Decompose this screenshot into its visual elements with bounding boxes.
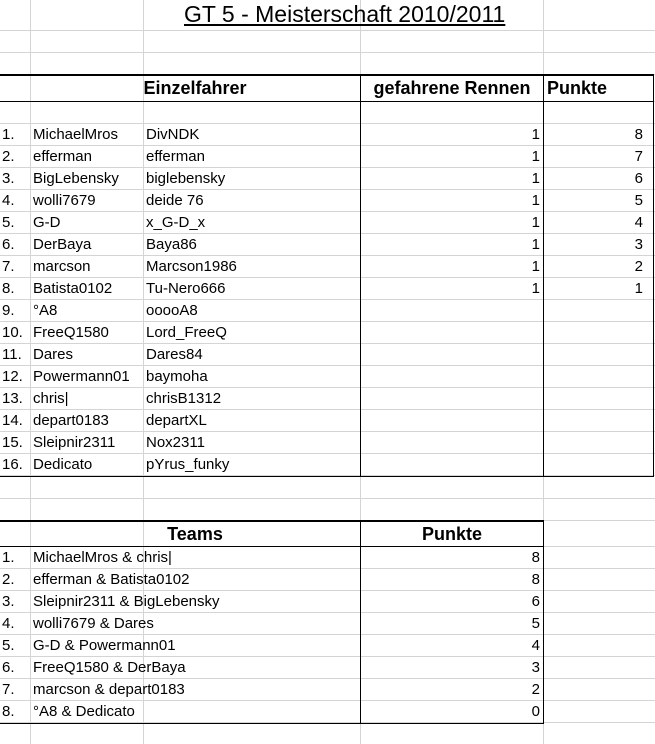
table-row	[0, 190, 654, 212]
driver-name-cell: wolli7679	[33, 192, 96, 209]
psn-id-cell: Marcson1986	[146, 258, 237, 275]
table-border	[0, 101, 654, 102]
driver-name-cell: Powermann01	[33, 368, 130, 385]
table-row	[0, 547, 544, 569]
psn-id-cell: baymoha	[146, 368, 208, 385]
races-cell: 1	[531, 280, 540, 297]
team-name-cell: efferman & Batista0102	[33, 571, 190, 588]
rank-cell: 13.	[2, 390, 23, 407]
rank-cell: 6.	[2, 659, 15, 676]
rank-cell: 11.	[2, 346, 22, 363]
rank-cell: 7.	[2, 258, 15, 275]
races-cell: 1	[531, 192, 540, 209]
driver-name-cell: FreeQ1580	[33, 324, 109, 341]
team-name-cell: marcson & depart0183	[33, 681, 185, 698]
rank-cell: 8.	[2, 280, 15, 297]
driver-name-cell: G-D	[33, 214, 61, 231]
team-name-cell: wolli7679 & Dares	[33, 615, 154, 632]
driver-name-cell: chris|	[33, 390, 69, 407]
table-row	[0, 212, 654, 234]
header-gefahrene-rennen: gefahrene Rennen	[373, 78, 531, 98]
races-cell: 1	[531, 170, 540, 187]
races-cell: 1	[531, 214, 540, 231]
psn-id-cell: Nox2311	[146, 434, 205, 451]
points-cell: 8	[634, 126, 643, 143]
table-row	[0, 322, 654, 344]
points-cell: 7	[634, 148, 643, 165]
table-row	[0, 635, 544, 657]
table-row	[0, 256, 654, 278]
grid-row-line	[0, 30, 655, 31]
rank-cell: 15.	[2, 434, 23, 451]
races-cell: 1	[531, 126, 540, 143]
rank-cell: 6.	[2, 236, 15, 253]
table-row	[0, 569, 544, 591]
table-row	[0, 679, 544, 701]
rank-cell: 5.	[2, 637, 15, 654]
team-name-cell: MichaelMros & chris|	[33, 549, 172, 566]
grid-row-line	[0, 498, 655, 499]
psn-id-cell: departXL	[146, 412, 207, 429]
team-points-cell: 2	[531, 681, 540, 698]
table-row	[0, 168, 654, 190]
team-points-cell: 8	[531, 571, 540, 588]
driver-name-cell: MichaelMros	[33, 126, 119, 143]
points-cell: 5	[634, 192, 643, 209]
psn-id-cell: Dares84	[146, 346, 203, 363]
table-row	[0, 410, 654, 432]
header-team-punkte: Punkte	[421, 524, 482, 544]
table-row	[0, 300, 654, 322]
rank-cell: 12.	[2, 368, 23, 385]
points-cell: 3	[634, 236, 643, 253]
table-row	[0, 454, 654, 476]
driver-name-cell: BigLebensky	[33, 170, 119, 187]
team-name-cell: Sleipnir2311 & BigLebensky	[33, 593, 220, 610]
table-border	[0, 74, 654, 76]
rank-cell: 1.	[2, 126, 15, 143]
table-row	[0, 657, 544, 679]
psn-id-cell: biglebensky	[146, 170, 226, 187]
rank-cell: 5.	[2, 214, 15, 231]
table-row	[0, 344, 654, 366]
grid-row-line	[0, 52, 655, 53]
table-row	[0, 701, 544, 723]
table-row	[0, 234, 654, 256]
rank-cell: 3.	[2, 170, 15, 187]
table-row	[0, 366, 654, 388]
psn-id-cell: ooooA8	[146, 302, 198, 319]
psn-id-cell: Tu-Nero666	[146, 280, 226, 297]
table-row	[0, 591, 544, 613]
rank-cell: 10.	[2, 324, 23, 341]
races-cell: 1	[531, 236, 540, 253]
driver-name-cell: Batista0102	[33, 280, 113, 297]
rank-cell: 8.	[2, 703, 15, 720]
rank-cell: 14.	[2, 412, 23, 429]
rank-cell: 2.	[2, 148, 15, 165]
team-name-cell: °A8 & Dedicato	[33, 703, 135, 720]
rank-cell: 4.	[2, 615, 15, 632]
psn-id-cell: chrisB1312	[146, 390, 222, 407]
races-cell: 1	[531, 148, 540, 165]
team-name-cell: G-D & Powermann01	[33, 637, 176, 654]
team-points-cell: 4	[531, 637, 540, 654]
driver-name-cell: efferman	[33, 148, 92, 165]
points-cell: 6	[634, 170, 643, 187]
psn-id-cell: Lord_FreeQ	[146, 324, 227, 341]
driver-name-cell: °A8	[33, 302, 58, 319]
table-row	[0, 613, 544, 635]
team-points-cell: 3	[531, 659, 540, 676]
driver-name-cell: marcson	[33, 258, 91, 275]
table-row	[0, 146, 654, 168]
psn-id-cell: pYrus_funky	[146, 456, 230, 473]
table-row	[0, 388, 654, 410]
driver-name-cell: depart0183	[33, 412, 109, 429]
psn-id-cell: efferman	[146, 148, 205, 165]
rank-cell: 2.	[2, 571, 15, 588]
table-row	[0, 124, 654, 146]
team-points-cell: 8	[531, 549, 540, 566]
psn-id-cell: DivNDK	[146, 126, 200, 143]
rank-cell: 9.	[2, 302, 15, 319]
header-teams: Teams	[167, 524, 223, 544]
table-border	[0, 723, 544, 724]
team-points-cell: 0	[531, 703, 540, 720]
points-cell: 1	[634, 280, 643, 297]
psn-id-cell: Baya86	[146, 236, 197, 253]
page-title: GT 5 - Meisterschaft 2010/2011	[184, 1, 506, 27]
rank-cell: 1.	[2, 549, 15, 566]
driver-name-cell: Dares	[33, 346, 74, 363]
driver-name-cell: Sleipnir2311	[33, 434, 116, 451]
psn-id-cell: deide 76	[146, 192, 204, 209]
rank-cell: 7.	[2, 681, 15, 698]
driver-name-cell: DerBaya	[33, 236, 92, 253]
table-row	[0, 278, 654, 300]
table-border	[0, 520, 544, 522]
team-name-cell: FreeQ1580 & DerBaya	[33, 659, 186, 676]
psn-id-cell: x_G-D_x	[146, 214, 206, 231]
header-punkte: Punkte	[547, 78, 608, 98]
header-einzelfahrer: Einzelfahrer	[143, 78, 247, 98]
driver-name-cell: Dedicato	[33, 456, 93, 473]
points-cell: 2	[634, 258, 643, 275]
rank-cell: 4.	[2, 192, 15, 209]
points-cell: 4	[634, 214, 643, 231]
races-cell: 1	[531, 258, 540, 275]
team-points-cell: 5	[531, 615, 540, 632]
table-border	[0, 476, 654, 477]
team-points-cell: 6	[531, 593, 540, 610]
table-row	[0, 432, 654, 454]
rank-cell: 3.	[2, 593, 15, 610]
rank-cell: 16.	[2, 456, 23, 473]
